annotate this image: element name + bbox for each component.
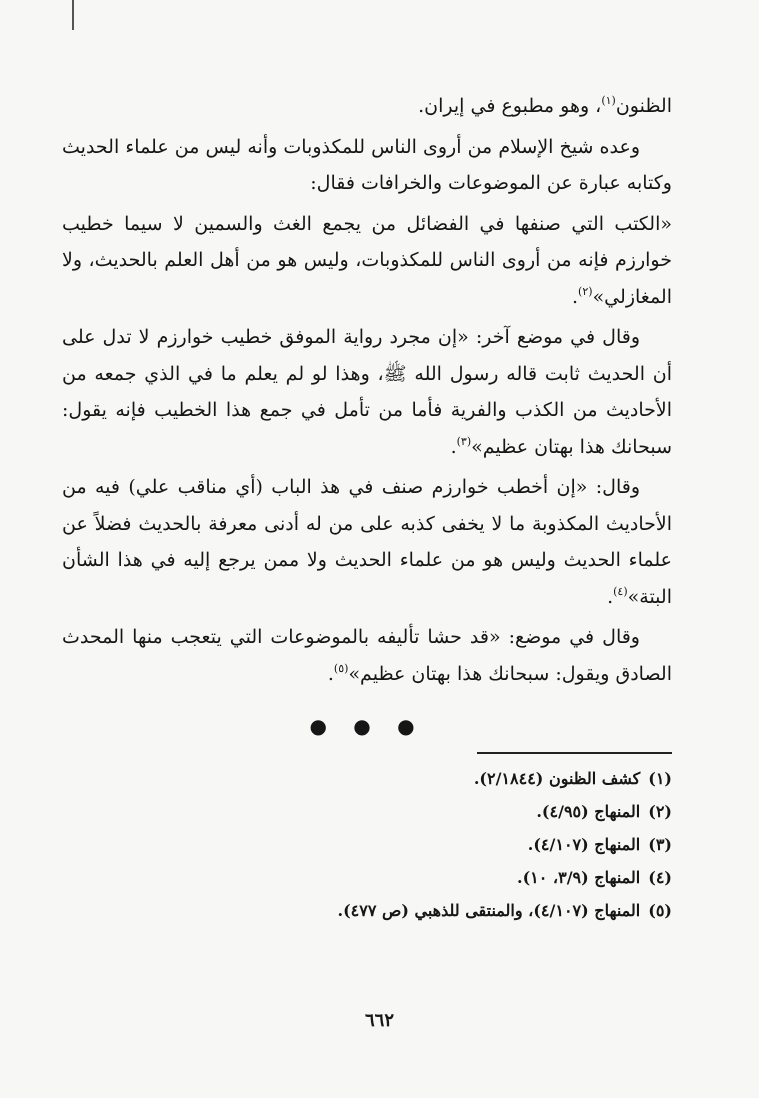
page-body (62, 88, 672, 927)
paragraph-5: وقال: «إن أخطب خوارزم صنف في هذ الباب (أي مناقب علي) فيه من الأحاديث المكذوبة ما لا يخفى كذبه على من له أدنى معرفة بالحديث فضلاً عن علماء الحديث وليس هو من علماء الحديث ولا ممن يرجع إليه في هذا الشأن البتة»$^{(٤)}$. (62, 476, 672, 608)
footnote-3: (٣)المنهاج (٤/١٠٧). (527, 834, 672, 854)
paragraph-6: وقال في موضع: «قد حشا تأليفه بالموضوعات التي يتعجب منها المحدث الصادق ويقول: سبحانك هذا بهتان عظيم»$^{(٥)}$. (62, 626, 672, 685)
footnote-5: (٥)المنهاج (٤/١٠٧)، والمنتقى للذهبي (ص ٤٧٧). (337, 900, 672, 920)
scan-edge-line (72, 0, 74, 30)
footnote-4: (٤)المنهاج (٣/٩، ١٠). (517, 867, 672, 887)
paragraph-4: وقال في موضع آخر: «إن مجرد رواية الموفق خطيب خوارزم لا تدل على أن الحديث ثابت قاله رسول الله ﷺ، وهذا لو لم يعلم ما في الذي جمعه من الأحاديث من الكذب والفرية فأما من تأمل في جمع هذا الخطيب فإنه يقول: سبحانك هذا بهتان عظيم»$^{(٣)}$. (62, 326, 672, 458)
footnotes-list (62, 762, 672, 927)
footnote-ref-5[interactable]: (٥) (333, 661, 349, 675)
section-separator: ● ● ● (309, 714, 425, 738)
footnote-2: (٢)المنهاج (٤/٩٥). (536, 801, 672, 821)
footnote-1: (١)كشف الظنون (٢/١٨٤٤). (473, 768, 672, 788)
footnote-ref-4[interactable]: (٤) (613, 584, 628, 598)
footnote-ref-1[interactable]: (١) (601, 94, 616, 107)
paragraph-2: وعده شيخ الإسلام من أروى الناس للمكذوبات وأنه ليس من علماء الحديث وكتابه عبارة عن الموضوعات والخرافات فقال: (62, 135, 672, 194)
footnote-divider (477, 752, 672, 754)
footnote-ref-2[interactable]: (٢) (578, 284, 593, 298)
footnote-ref-3[interactable]: (٣) (456, 434, 472, 448)
paragraph-3: «الكتب التي صنفها في الفضائل من يجمع الغث والسمين لا سيما خطيب خوارزم فإنه من أروى الناس للمكذوبات، وليس هو من أهل العلم بالحديث، ولا المغازلي»$^{(٢)}$. (62, 212, 672, 308)
page-number: ٦٦٢ (364, 1010, 394, 1031)
paragraph-1: الظنون$^{(١)}$، وهو مطبوع في إيران. (418, 94, 672, 117)
